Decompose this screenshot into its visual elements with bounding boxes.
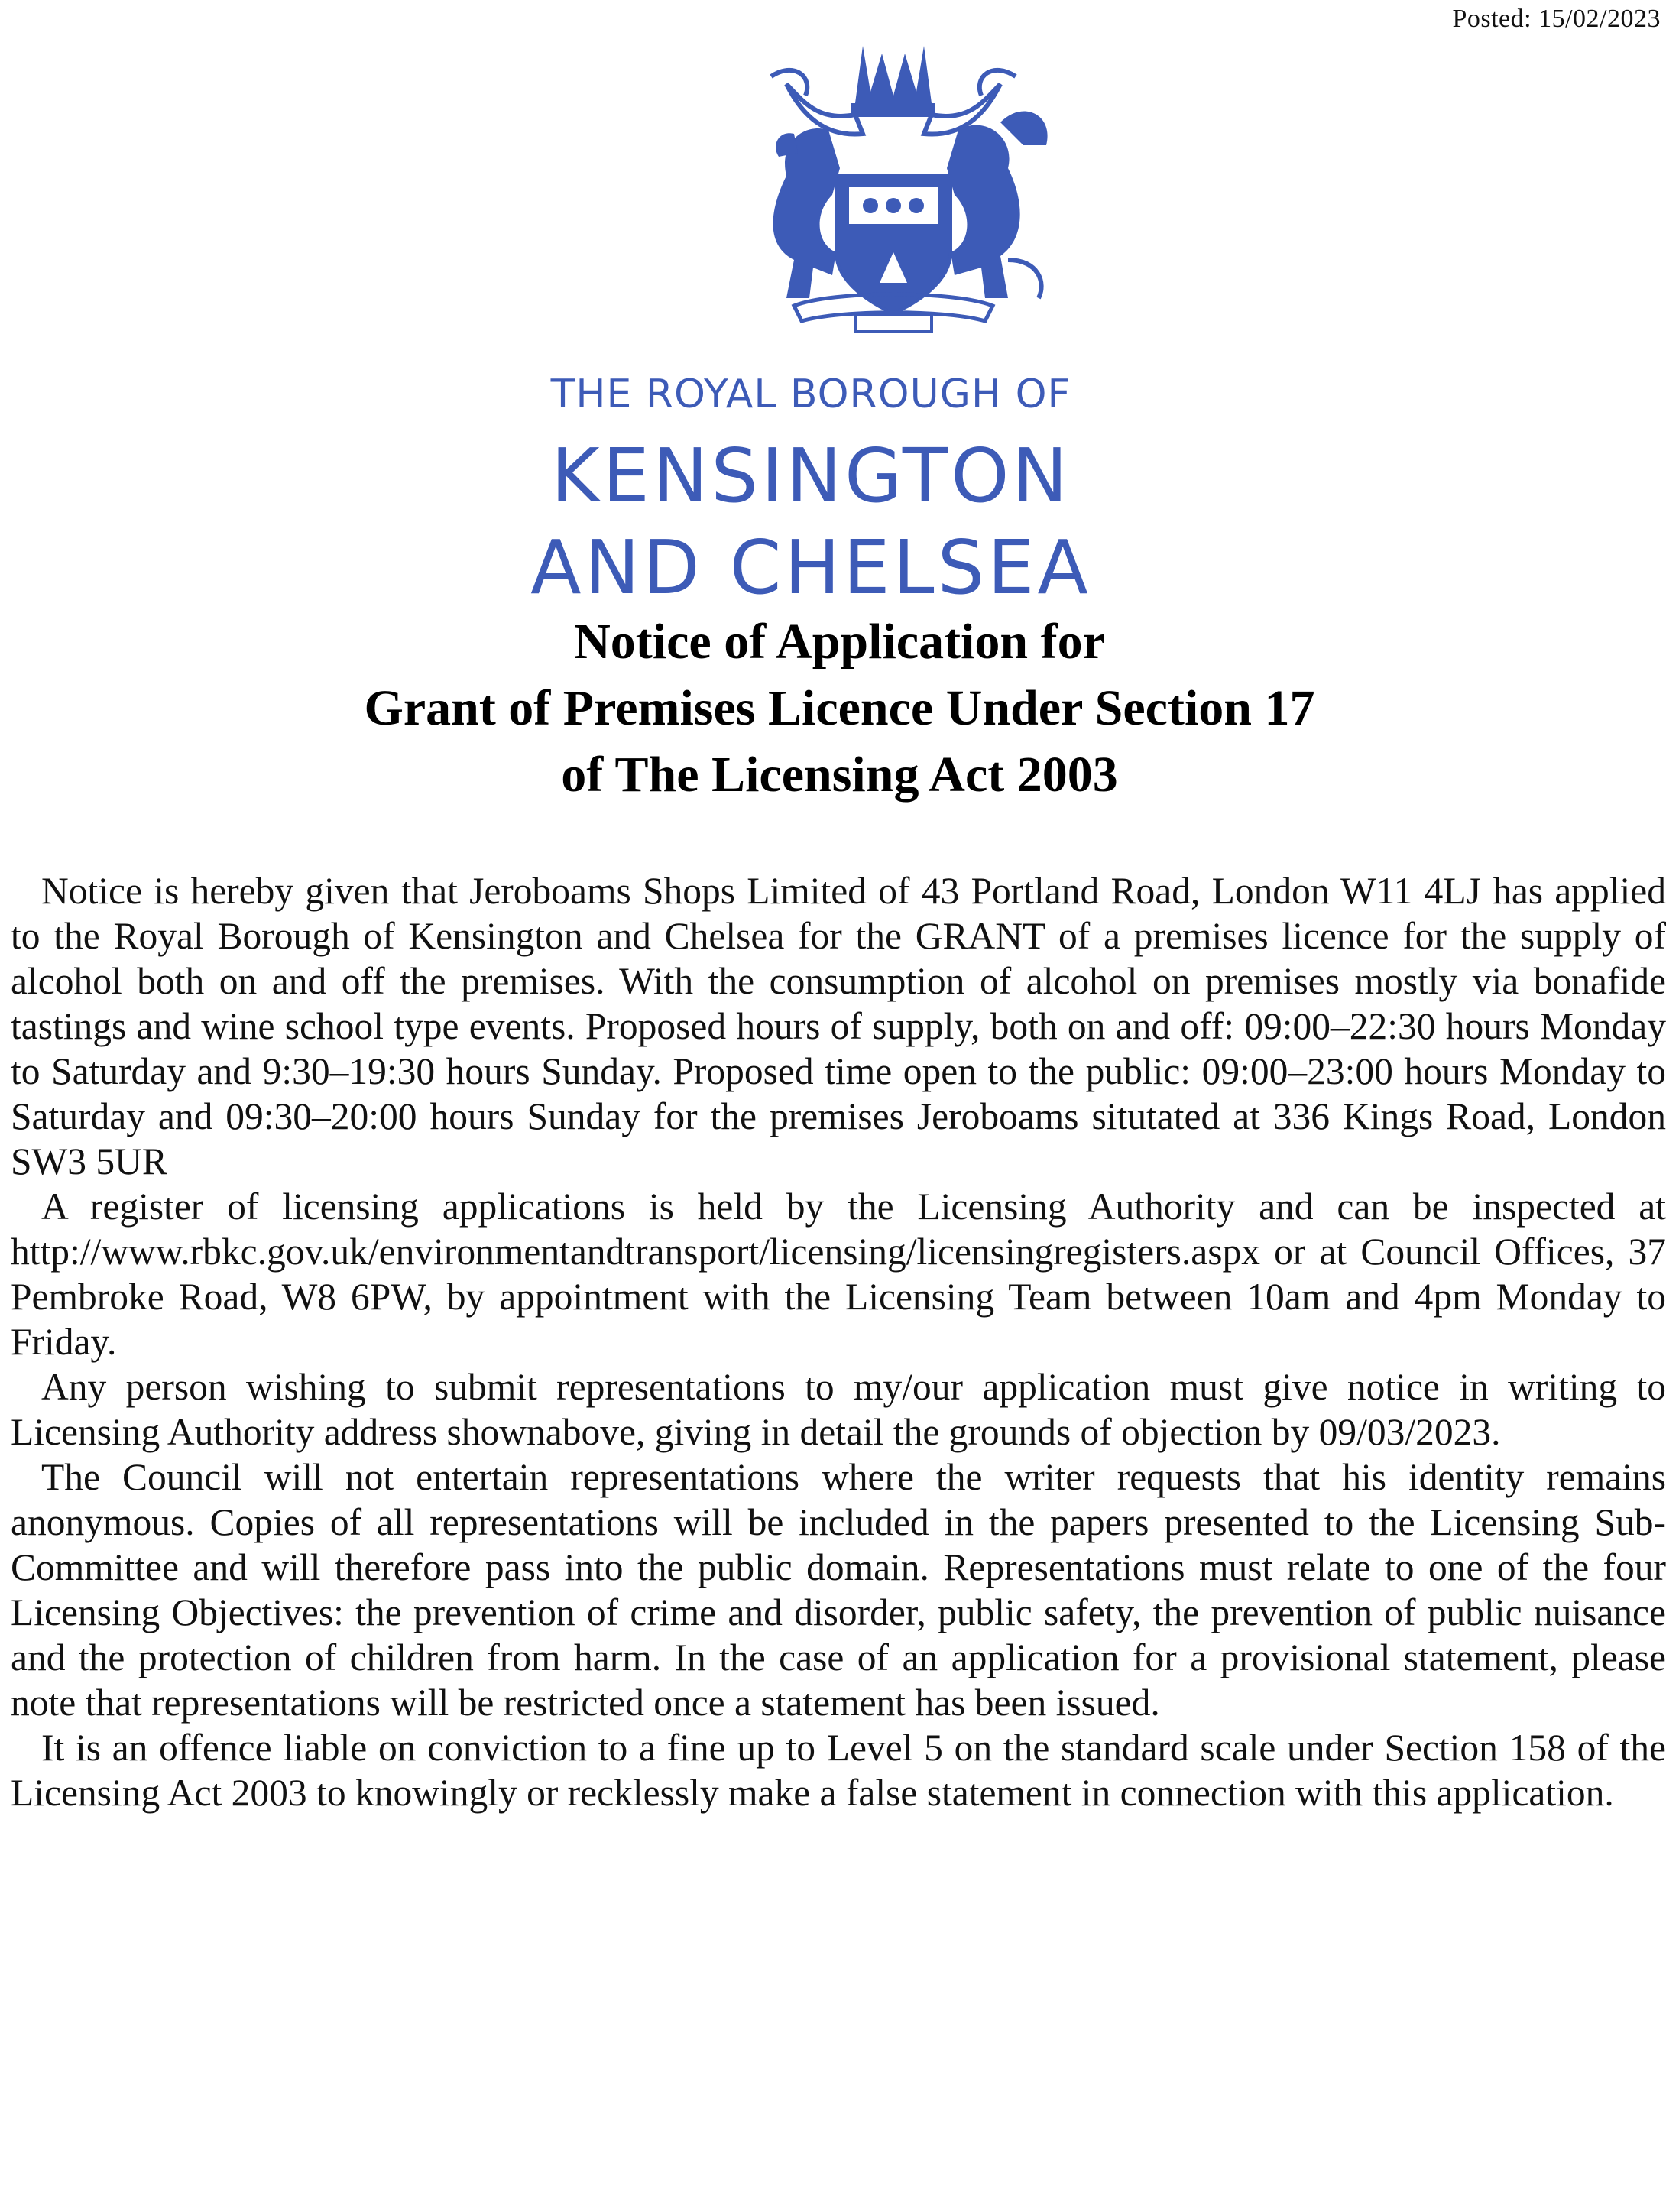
title-line1: Notice of Application for (574, 614, 1105, 670)
notice-body (11, 868, 1666, 1815)
council-name-line1: THE ROYAL BOROUGH OF (550, 371, 1071, 417)
title-line2: Grant of Premises Licence Under Section 17 (364, 680, 1315, 736)
paragraph-offence: It is an offence liable on conviction to a fine up to Level 5 on the standard scale under Section 158 of the Licensing Act 2003 to knowingly or recklessly make a false statement in connection with this application. (11, 1727, 1666, 1814)
posted-date: Posted: 15/02/2023 (1452, 5, 1661, 33)
council-name-line3: AND CHELSEA (530, 524, 1091, 611)
notice-title (0, 608, 1679, 808)
paragraph-anonymity: The Council will not entertain representations where the writer requests that his identity remains anonymous. Copies of all representations will be included in the papers presented to the Licensing Sub-Committee and will therefore pass into the public domain. Representations must relate to one of the four Licensing Objectives: the prevention of crime and disorder, public safety, the prevention of public nuisance and the protection of children from harm. In the case of an application for a provisional statement, please note that representations will be restricted once a statement has been issued. (11, 1456, 1666, 1724)
paragraph-application: Notice is hereby given that Jeroboams Shops Limited of 43 Portland Road, London W11 4LJ has applied to the Royal Borough of Kensington and Chelsea for the GRANT of a premises licence for the supply of alcohol both on and off the premises. With the consumption of alcohol on premises mostly via bonafide tastings and wine school type events. Proposed hours of supply, both on and off: 09:00–22:30 hours Monday to Saturday and 9:30–19:30 hours Sunday. Proposed time open to the public: 09:00–23:00 hours Monday to Saturday and 09:30–20:00 hours Sunday for the premises Jeroboams situtated at 336 Kings Road, London SW3 5UR (11, 870, 1666, 1182)
council-name-line2: KENSINGTON (550, 433, 1071, 519)
title-line3: of The Licensing Act 2003 (561, 747, 1118, 803)
paragraph-representations: Any person wishing to submit representations to my/our application must give notice in writing to Licensing Authority address shownabove, giving in detail the grounds of objection by 09/03/2023. (11, 1366, 1666, 1453)
royal-borough-crest-icon (679, 31, 1107, 344)
paragraph-register: A register of licensing applications is held by the Licensing Authority and can be inspected at http://www.rbkc.gov.uk/environmentandtransport/licensing/licensingregisters.aspx or at Council Offices, 37 Pembroke Road, W8 6PW, by appointment with the Licensing Team between 10am and 4pm Monday to Friday. (11, 1185, 1666, 1363)
